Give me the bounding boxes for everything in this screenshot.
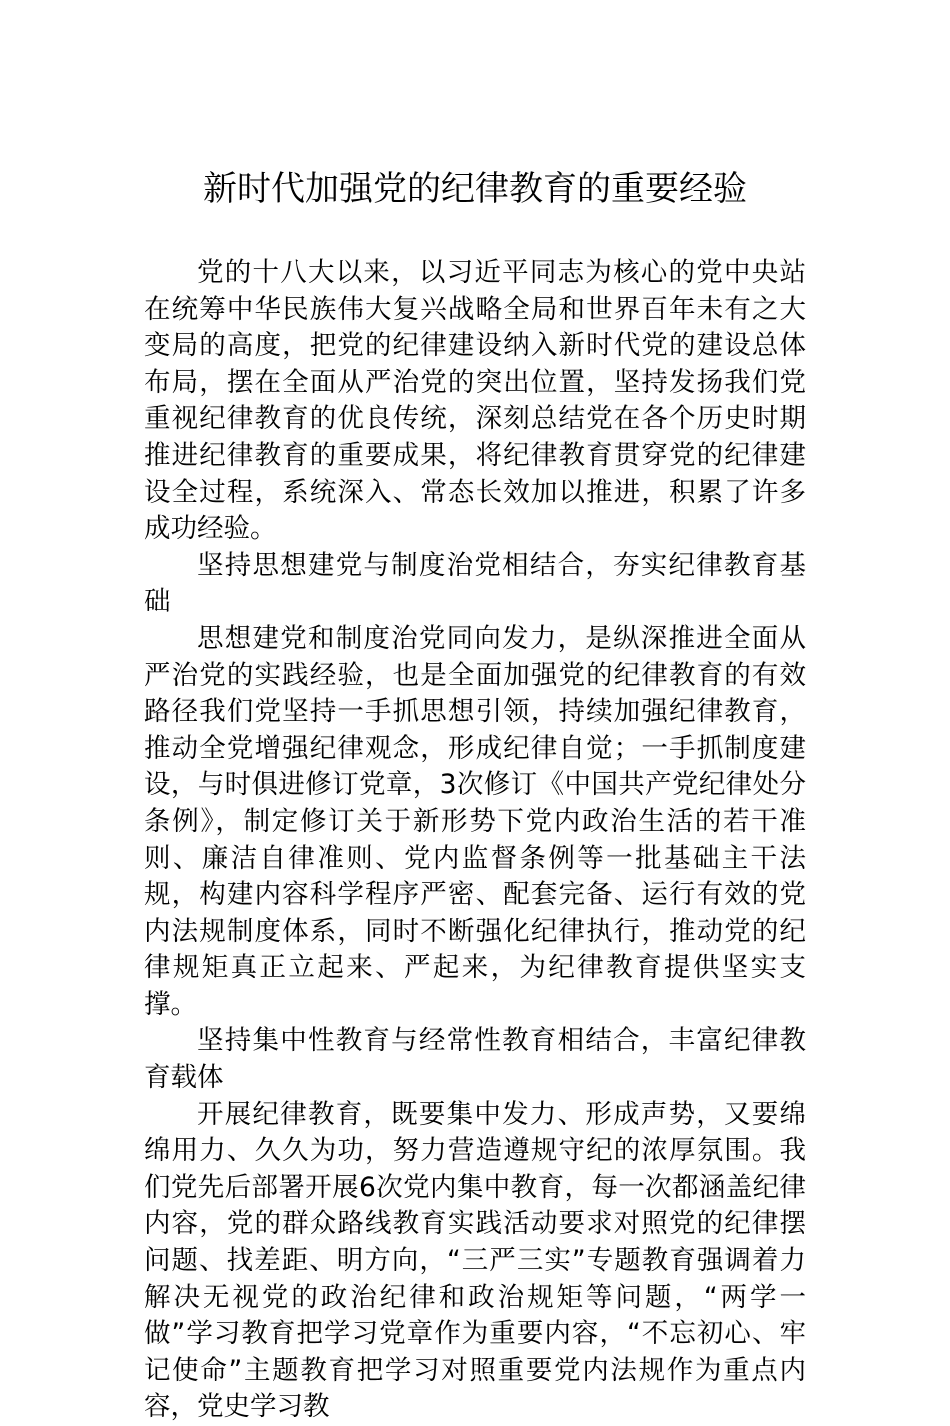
section-1-paragraph: 思想建党和制度治党同向发力，是纵深推进全面从严治党的实践经验，也是全面加强党的纪律教育的有效路径我们党坚持一手抓思想引领，持续加强纪律教育，推动全党增强纪律观念，形成纪律自觉；一手抓制度建设，与时俱进修订党章，3次修订《中国共产党纪律处分条例》，制定修订关于新形势下党内政治生活的若干准则、廉洁自律准则、党内监督条例等一批基础主干法规，构建内容科学程序严密、配套完备、运行有效的党内法规制度体系，同时不断强化纪律执行，推动党的纪律规矩真正立起来、严起来，为纪律教育提供坚实支撑。 — [144, 622, 806, 1020]
section-heading-2: 坚持集中性教育与经常性教育相结合，丰富纪律教育载体 — [144, 1025, 806, 1094]
document-body — [144, 255, 806, 1426]
document-title: 新时代加强党的纪律教育的重要经验 — [203, 169, 747, 209]
section-2-paragraph: 开展纪律教育，既要集中发力、形成声势，又要绵绵用力、久久为功，努力营造遵规守纪的浓厚氛围。我们党先后部署开展6次党内集中教育，每一次都涵盖纪律内容，党的群众路线教育实践活动要求对照党的纪律摆问题、找差距、明方向，“三严三实”专题教育强调着力解决无视党的政治纪律和政治规矩等问题，“两学一做”学习教育把学习党章作为重要内容，“不忘初心、牢记使命”主题教育把学习对照重要党内法规作为重点内容，党史学习教 — [144, 1098, 806, 1423]
section-heading-1: 坚持思想建党与制度治党相结合，夯实纪律教育基础 — [144, 549, 806, 618]
intro-paragraph: 党的十八大以来，以习近平同志为核心的党中央站在统筹中华民族伟大复兴战略全局和世界百年未有之大变局的高度，把党的纪律建设纳入新时代党的建设总体布局，摆在全面从严治党的突出位置，坚持发扬我们党重视纪律教育的优良传统，深刻总结党在各个历史时期推进纪律教育的重要成果，将纪律教育贯穿党的纪律建设全过程，系统深入、常态长效加以推进，积累了许多成功经验。 — [144, 257, 806, 545]
